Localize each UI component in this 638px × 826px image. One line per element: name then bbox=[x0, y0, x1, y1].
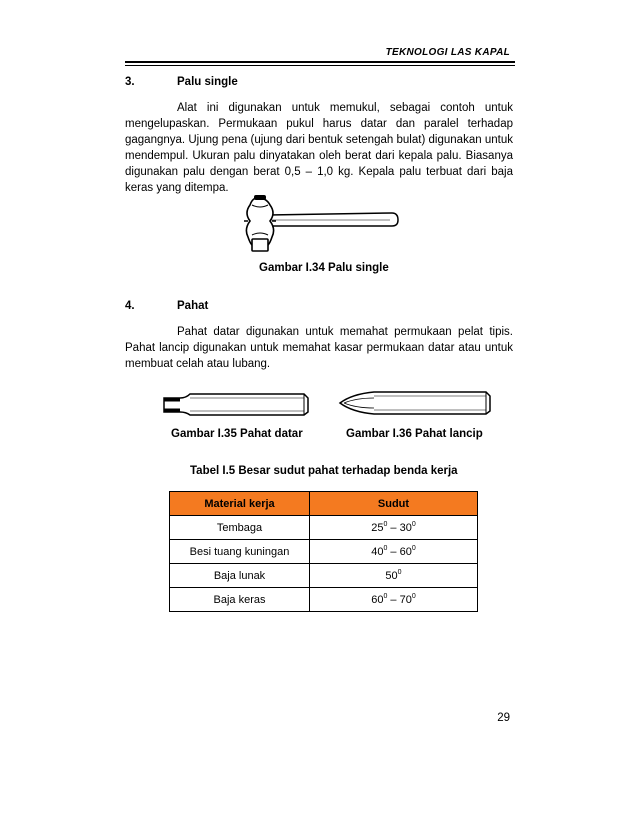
table-row bbox=[170, 540, 478, 564]
header-angle: Sudut bbox=[310, 492, 478, 516]
running-header: TEKNOLOGI LAS KAPAL bbox=[385, 47, 510, 58]
header-rule-thin bbox=[125, 65, 515, 66]
cell-material: Baja keras bbox=[170, 588, 310, 612]
header-rule-thick bbox=[125, 61, 515, 63]
header-material: Material kerja bbox=[170, 492, 310, 516]
cell-material: Baja lunak bbox=[170, 564, 310, 588]
cell-angle: $60^0 - 70^0$ bbox=[310, 588, 478, 612]
section-4-title: Pahat bbox=[177, 300, 209, 312]
pointed-chisel-icon bbox=[338, 386, 494, 420]
cell-material: Besi tuang kuningan bbox=[170, 540, 310, 564]
flat-chisel-body bbox=[164, 394, 308, 415]
table-caption: Tabel I.5 Besar sudut pahat terhadap benda kerja bbox=[190, 465, 458, 477]
table-row bbox=[170, 516, 478, 540]
flat-chisel-icon bbox=[160, 388, 310, 420]
page-number: 29 bbox=[497, 712, 510, 724]
pointed-chisel-body bbox=[340, 392, 490, 414]
section-4-paragraph bbox=[125, 324, 513, 372]
section-3-title: Palu single bbox=[177, 76, 238, 88]
hammer-handle bbox=[268, 213, 398, 226]
section-3-number: 3. bbox=[125, 76, 135, 88]
table-header-row bbox=[170, 492, 478, 516]
cell-material: Tembaga bbox=[170, 516, 310, 540]
section-3-paragraph bbox=[125, 100, 513, 196]
section-3-text: Alat ini digunakan untuk memukul, sebagai contoh untuk mengelupaskan. Permukaan pukul harus datar dan paralel terhadap gagangnya. Ujung pena (ujung dari bentuk setengah bulat) digunakan untuk mendempul. Ukuran palu dinyatakan oleh berat dari kepala palu. Biasanya digunakan palu dengan berat 0,5 – 1,0 kg. Kepala palu terbuat dari baja keras yang ditempa. bbox=[125, 102, 513, 194]
cell-angle: $50^0$ bbox=[310, 564, 478, 588]
figure-36-caption: Gambar I.36 Pahat lancip bbox=[346, 428, 483, 440]
hammer-head bbox=[246, 198, 273, 245]
cell-angle: $40^0 - 60^0$ bbox=[310, 540, 478, 564]
table-row bbox=[170, 588, 478, 612]
hammer-icon bbox=[240, 195, 400, 255]
figure-34-caption: Gambar I.34 Palu single bbox=[259, 262, 389, 274]
table-row bbox=[170, 564, 478, 588]
cell-angle: $25^0 - 30^0$ bbox=[310, 516, 478, 540]
angle-table bbox=[169, 491, 478, 612]
section-4-text: Pahat datar digunakan untuk memahat permukaan pelat tipis. Pahat lancip digunakan untuk memahat kasar permukaan datar atau untuk membuat celah atau lubang. bbox=[125, 326, 513, 370]
figure-35-caption: Gambar I.35 Pahat datar bbox=[171, 428, 303, 440]
section-4-number: 4. bbox=[125, 300, 135, 312]
